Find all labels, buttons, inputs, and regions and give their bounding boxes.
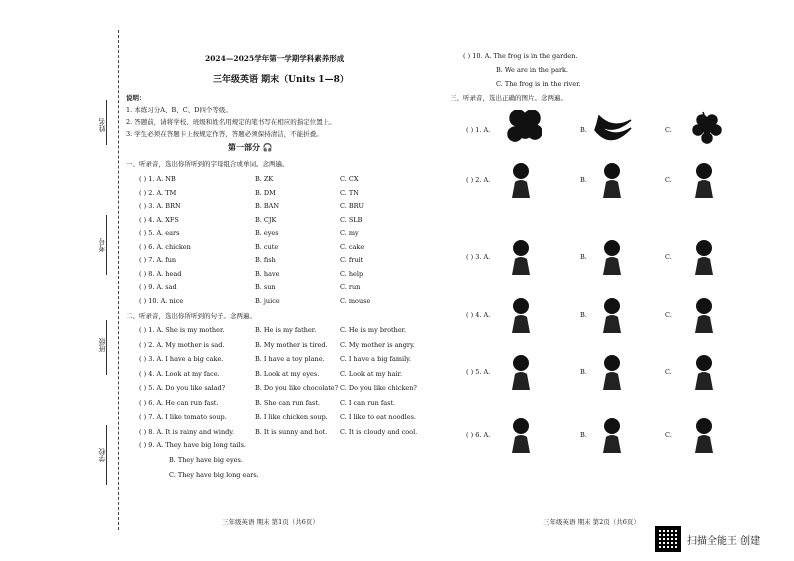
sec2-q3-option-a: ( ) 3. A. I have a big cake. <box>139 355 224 363</box>
q9-option-a: ( ) 9. A. They have big long tails. <box>139 441 246 449</box>
boy-painting-icon <box>591 415 633 455</box>
sec1-q6-option-c: C. cake <box>340 242 365 251</box>
birthday-cake-icon <box>591 352 633 392</box>
sec1-q3-option-a: ( ) 3. A. BRN <box>139 202 181 210</box>
sec3-q1-label: ( ) 1. A. <box>466 126 491 134</box>
qr-code-icon <box>655 526 681 552</box>
sec1-q2-option-a: ( ) 2. A. TM <box>139 188 177 197</box>
sec3-q5-option-b: B. <box>580 368 587 376</box>
seat-line <box>106 215 107 275</box>
school-label: 学校 <box>98 448 106 462</box>
kids-party-icon <box>683 352 725 392</box>
boy-snake-icon <box>683 295 725 335</box>
sec2-q6-option-b: B. She can run fast. <box>255 398 321 407</box>
sec1-q7-option-b: B. fish <box>255 256 276 264</box>
dog-icon <box>591 237 633 277</box>
section3-heading: 三、听录音，选出正确的图片。念两遍。 <box>450 94 567 102</box>
sec1-q1-option-a: ( ) 1. A. NB <box>139 175 176 183</box>
sec2-q2-option-a: ( ) 2. A. My mother is sad. <box>139 340 225 349</box>
sec1-q6-option-b: B. cute <box>255 242 279 251</box>
sec2-q1-option-c: C. He is my brother. <box>340 326 407 334</box>
instruction-2: 2. 答题前，请将学校、班级和姓名用规定的笔书写在相应的指定位置上。 <box>126 118 336 126</box>
sec3-q2-label: ( ) 2. A. <box>466 176 491 184</box>
sec2-q7-option-c: C. I like to eat noodles. <box>340 413 417 421</box>
sec1-q9-option-b: B. sun <box>255 283 276 291</box>
instruction-3: 3. 学生必须在答题卡上按规定作答，答题必须保持清洁，不能折叠。 <box>126 130 323 138</box>
sec2-q8-option-a: ( ) 8. A. It is rainy and windy. <box>139 427 235 436</box>
sec3-q4-option-b: B. <box>580 311 587 319</box>
boy-face-icon <box>500 295 542 335</box>
sec3-q5-label: ( ) 5. A. <box>466 368 491 376</box>
sec2-q1-option-b: B. He is my father. <box>255 326 317 334</box>
sec1-q5-option-a: ( ) 5. A. ears <box>139 229 180 237</box>
boy-headphones-icon <box>591 160 633 200</box>
sec1-q7-option-a: ( ) 7. A. fun <box>139 256 177 264</box>
sec2-q6-option-c: C. I can run fast. <box>340 398 396 407</box>
boy-presentation-icon <box>591 295 633 335</box>
sec1-q1-option-c: C. CX <box>340 175 359 183</box>
sec1-q9-option-c: C. run <box>340 283 361 291</box>
instructions-heading: 说明： <box>126 94 146 102</box>
q10-option-b: B. We are in the park. <box>496 66 569 74</box>
sec2-q2-option-b: B. My mother is tired. <box>255 340 328 349</box>
page2-footer: 三年级英语 期末 第2页（共6页） <box>543 518 640 526</box>
name-line <box>106 100 107 145</box>
seat-label: 考号 <box>98 238 106 252</box>
sec3-q2-option-c: C. <box>665 176 672 184</box>
sec1-q8-option-a: ( ) 8. A. head <box>139 269 182 278</box>
sec1-q8-option-c: C. help <box>340 269 364 278</box>
instruction-1: 1. 本练习分A、B、C、D四个等级。 <box>126 106 232 114</box>
sec1-q7-option-c: C. fruit <box>340 256 364 264</box>
sec1-q4-option-c: C. SLB <box>340 215 363 224</box>
bananas-icon <box>591 110 633 150</box>
sec1-q6-option-a: ( ) 6. A. chicken <box>139 242 191 251</box>
sec3-q4-option-c: C. <box>665 311 672 319</box>
sec2-q4-option-c: C. Look at my hair. <box>340 369 403 378</box>
sec1-q8-option-b: B. have <box>255 269 280 278</box>
sec2-q5-option-c: C. Do you like chicken? <box>340 384 417 392</box>
section2-heading: 二、听录音，选出你所听到的句子。念两遍。 <box>126 312 256 320</box>
q10-option-c: C. The frog is in the river. <box>496 80 581 88</box>
sec2-q7-option-b: B. I like chicken soup. <box>255 413 328 421</box>
exam-subtitle: 三年级英语 期末（Units 1—8） <box>213 75 349 85</box>
kids-snowman-icon <box>683 415 725 455</box>
sec3-q2-option-b: B. <box>580 176 587 184</box>
class-line <box>106 320 107 375</box>
sec1-q10-option-a: ( ) 10. A. nice <box>139 296 184 305</box>
sec2-q8-option-c: C. It is cloudy and cool. <box>340 427 418 436</box>
sec2-q3-option-c: C. I have a big family. <box>340 355 412 363</box>
section1-heading: 一、听录音，选出你所听到的字母组合或单词。念两遍。 <box>126 160 289 168</box>
binding-margin <box>0 0 122 561</box>
boy-skateboard-icon <box>500 415 542 455</box>
class-label: 班级 <box>98 338 106 352</box>
sec1-q5-option-b: B. eyes <box>255 229 279 237</box>
cat-icon <box>500 237 542 277</box>
sec3-q6-option-b: B. <box>580 431 587 439</box>
exam-title: 2024—2025学年第一学期学科素养形成 <box>205 54 345 63</box>
sec1-q2-option-c: C. TN <box>340 188 359 197</box>
sec2-q5-option-b: B. Do you like chocolate? <box>255 384 339 392</box>
headphones-icon: 🎧 <box>262 142 273 152</box>
dancing-girl-icon <box>500 160 542 200</box>
sec3-q3-label: ( ) 3. A. <box>466 253 491 261</box>
q10-option-a: ( ) 10. A. The frog is in the garden. <box>463 52 578 60</box>
sec1-q4-option-a: ( ) 4. A. XFS <box>139 215 179 224</box>
sec2-q4-option-b: B. Look at my eyes. <box>255 369 320 378</box>
sec2-q4-option-a: ( ) 4. A. Look at my face. <box>139 369 220 378</box>
q9-option-c: C. They have big long ears. <box>169 471 259 479</box>
cut-line <box>118 30 119 530</box>
sec2-q1-option-a: ( ) 1. A. She is my mother. <box>139 326 225 334</box>
scanner-brand: 扫描全能王 创建 <box>687 536 761 547</box>
sec1-q10-option-b: B. juice <box>255 296 280 305</box>
sec3-q5-option-c: C. <box>665 368 672 376</box>
school-line <box>106 425 107 485</box>
sec1-q10-option-c: C. mouse <box>340 296 371 305</box>
sec3-q6-option-c: C. <box>665 431 672 439</box>
page1-footer: 三年级英语 期末 第1页（共6页） <box>222 518 319 526</box>
sec1-q1-option-b: B. ZK <box>255 175 274 183</box>
grapes-icon <box>500 110 542 150</box>
sec3-q1-option-c: C. <box>665 126 672 134</box>
sec2-q7-option-a: ( ) 7. A. I like tomato soup. <box>139 413 227 421</box>
name-label: 姓名 <box>98 118 106 132</box>
sec3-q3-option-b: B. <box>580 253 587 261</box>
sec1-q2-option-b: B. DM <box>255 188 276 197</box>
sec3-q3-option-c: C. <box>665 253 672 261</box>
kids-eating-icon <box>500 352 542 392</box>
sec2-q5-option-a: ( ) 5. A. Do you like salad? <box>139 384 226 392</box>
sec3-q6-label: ( ) 6. A. <box>466 431 491 439</box>
sec2-q8-option-b: B. It is sunny and hot. <box>255 427 328 436</box>
sec3-q1-option-b: B. <box>580 126 587 134</box>
sec1-q3-option-b: B. BAN <box>255 202 280 210</box>
rabbit-icon <box>683 237 725 277</box>
girl-jump-rope-icon <box>683 160 725 200</box>
sec2-q6-option-a: ( ) 6. A. He can run fast. <box>139 398 219 407</box>
part-heading <box>228 143 273 151</box>
sec1-q5-option-c: C. my <box>340 229 359 237</box>
sec1-q3-option-c: C. BRU <box>340 202 365 210</box>
sec3-q4-label: ( ) 4. A. <box>466 311 491 319</box>
grapes-bunch-icon <box>683 110 725 150</box>
q9-option-b: B. They have big eyes. <box>169 456 243 464</box>
sec1-q9-option-a: ( ) 9. A. sad <box>139 283 177 291</box>
sec1-q4-option-b: B. CJK <box>255 215 277 224</box>
part-heading-text: 第一部分 <box>228 142 260 152</box>
sec2-q2-option-c: C. My mother is angry. <box>340 340 415 349</box>
sec2-q3-option-b: B. I have a toy plane. <box>255 355 325 363</box>
